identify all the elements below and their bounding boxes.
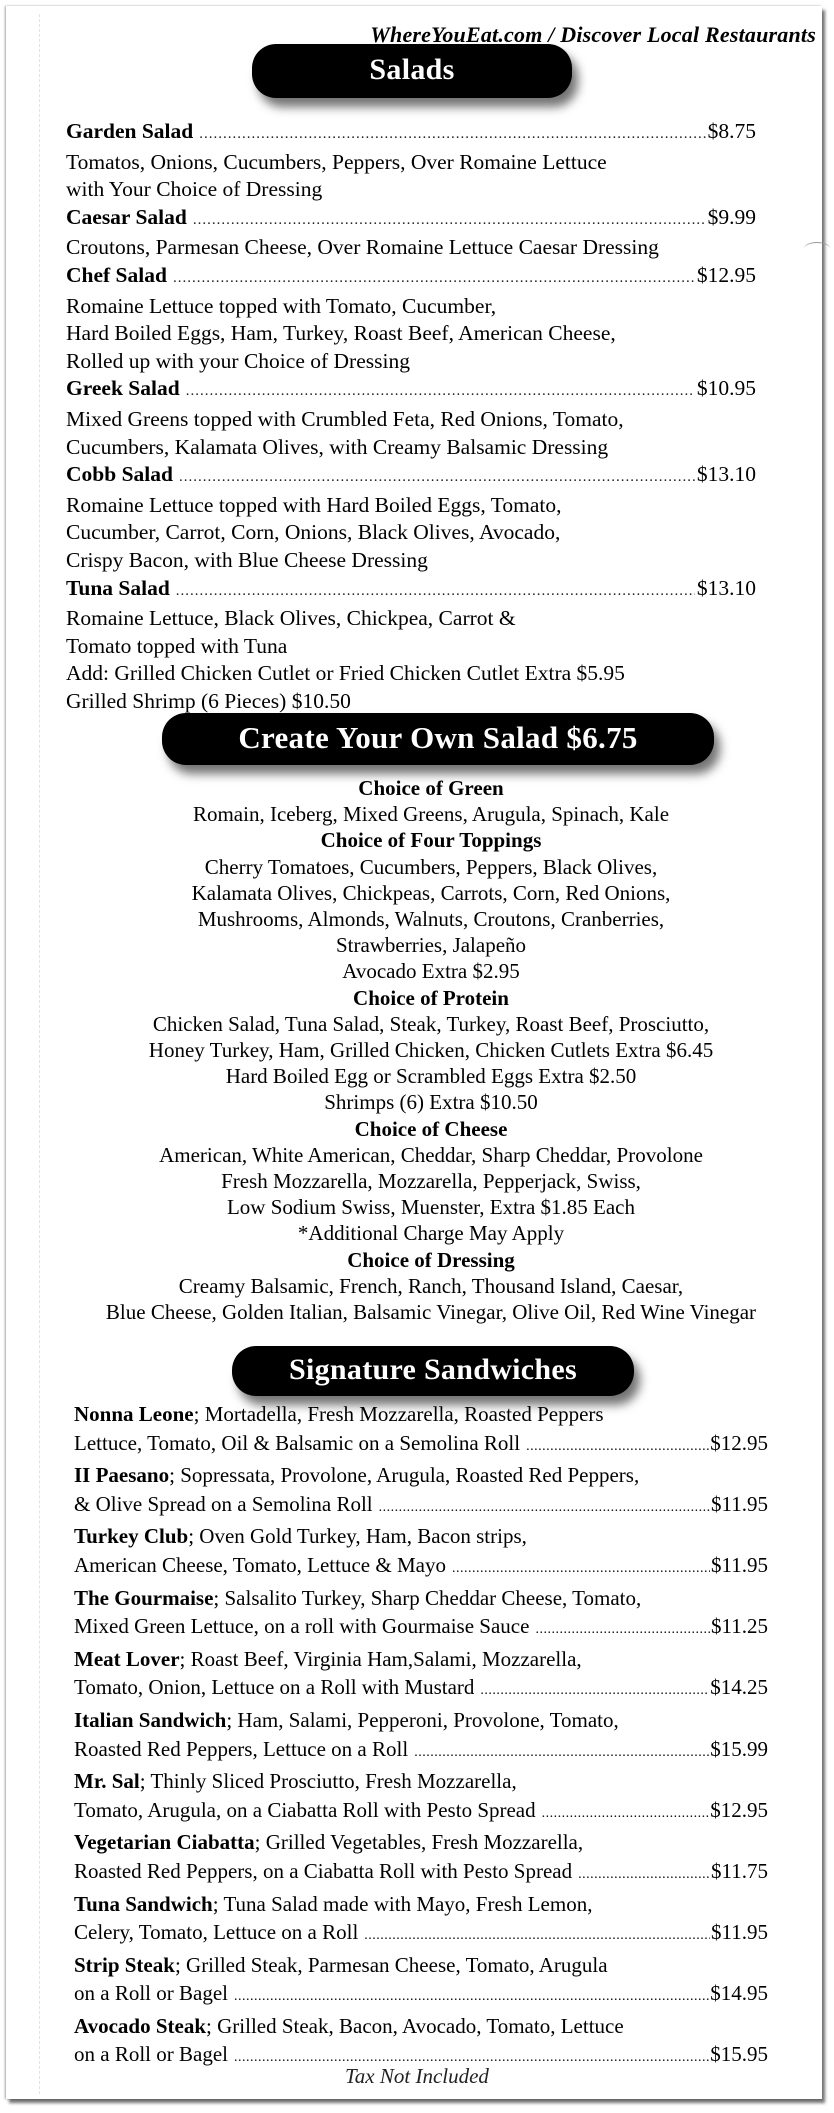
sandwiches-section: [74, 1400, 768, 2073]
item-name: Chef Salad: [66, 262, 167, 287]
dot-leader: [379, 1490, 710, 1523]
dot-leader: [173, 262, 695, 293]
tax-note: Tax Not Included: [345, 2064, 489, 2088]
item-name: The Gourmaise: [74, 1585, 214, 1610]
menu-item: [74, 1400, 768, 1461]
menu-item: [66, 575, 756, 661]
group-line: Strawberries, Jalapeño: [335, 933, 527, 958]
item-description: on a Roll or Bagel: [74, 2042, 228, 2067]
page-crease: [804, 242, 830, 255]
item-description: ; Grilled Steak, Bacon, Avocado, Tomato, Lettuce: [206, 2013, 624, 2038]
item-description: ; Grilled Steak, Parmesan Cheese, Tomato, Arugula: [174, 1952, 608, 1977]
item-description: with Your Choice of Dressing: [66, 177, 323, 202]
group-line: Blue Cheese, Golden Italian, Balsamic Vinegar, Olive Oil, Red Wine Vinegar: [105, 1300, 757, 1325]
group-heading: Choice of Cheese: [354, 1116, 508, 1141]
dot-leader: [364, 1918, 710, 1951]
group-line: Hard Boiled Egg or Scrambled Eggs Extra $2.50: [225, 1064, 637, 1089]
group-heading: Choice of Green: [358, 776, 504, 800]
section-header-create-your-own: Create Your Own Salad $6.75: [162, 713, 714, 765]
group-line: Kalamata Olives, Chickpeas, Carrots, Corn, Red Onions,: [191, 880, 671, 905]
item-price: $11.95: [711, 1920, 768, 1945]
dot-leader: [179, 461, 695, 492]
item-description: Crispy Bacon, with Blue Cheese Dressing: [66, 547, 428, 572]
group-line: Fresh Mozzarella, Mozzarella, Pepperjack, Swiss,: [221, 1169, 641, 1194]
item-name: Caesar Salad: [66, 204, 187, 229]
group-line: Creamy Balsamic, French, Ranch, Thousand Island, Caesar,: [178, 1273, 684, 1298]
item-name: Nonna Leone: [74, 1402, 194, 1426]
site-watermark: WhereYouEat.com / Discover Local Restaurants: [370, 22, 816, 47]
menu-item: [74, 1522, 768, 1583]
item-description: ; Roast Beef, Virginia Ham,Salami, Mozzarella,: [179, 1646, 582, 1671]
dot-leader: [542, 1796, 710, 1829]
dot-leader: [186, 375, 695, 406]
item-description: American Cheese, Tomato, Lettuce & Mayo: [74, 1552, 446, 1577]
item-description: Croutons, Parmesan Cheese, Over Romaine Lettuce Caesar Dressing: [66, 235, 659, 260]
dot-leader: [578, 1857, 710, 1890]
item-price: $12.95: [696, 262, 756, 287]
dot-leader: [234, 1979, 709, 2012]
item-price: $14.25: [710, 1675, 768, 1700]
item-price: $8.75: [707, 119, 756, 143]
item-price: $9.99: [707, 204, 756, 229]
menu-item: [66, 262, 756, 375]
item-description: Tomato, Onion, Lettuce on a Roll with Mustard: [74, 1675, 475, 1700]
item-price: $11.95: [711, 1491, 768, 1516]
group-line: Chicken Salad, Tuna Salad, Steak, Turkey, Roast Beef, Prosciutto,: [152, 1011, 710, 1036]
item-price: $10.95: [696, 376, 756, 401]
menu-item: [74, 1645, 768, 1706]
dot-leader: [480, 1673, 709, 1706]
section-header-signature-sandwiches: Signature Sandwiches: [232, 1346, 634, 1396]
item-description: & Olive Spread on a Semolina Roll: [74, 1491, 373, 1516]
item-description: Tomato topped with Tuna: [66, 633, 288, 658]
item-price: $15.95: [710, 2042, 768, 2067]
menu-item: [74, 1890, 768, 1951]
item-description: ; Ham, Salami, Pepperoni, Provolone, Tomato,: [226, 1707, 619, 1732]
group-heading: Choice of Dressing: [347, 1247, 515, 1272]
group-heading: Choice of Four Toppings: [320, 828, 542, 853]
item-name: Vegetarian Ciabatta: [74, 1830, 255, 1855]
item-name: Strip Steak: [74, 1952, 175, 1977]
item-description: ; Salsalito Turkey, Sharp Cheddar Cheese, Tomato,: [213, 1585, 642, 1610]
dot-leader: [199, 118, 705, 149]
item-description: Celery, Tomato, Lettuce on a Roll: [74, 1920, 359, 1945]
item-description: Lettuce, Tomato, Oil & Balsamic on a Semolina Roll: [74, 1430, 521, 1455]
dot-leader: [414, 1735, 709, 1768]
menu-item: [74, 1951, 768, 2012]
menu-item: [74, 1584, 768, 1645]
group-line: American, White American, Cheddar, Sharp Cheddar, Provolone: [159, 1142, 703, 1167]
menu-item: [66, 375, 756, 461]
create-your-own-section: [66, 775, 796, 1325]
menu-item: [66, 204, 756, 262]
item-description: Roasted Red Peppers, Lettuce on a Roll: [74, 1736, 409, 1761]
item-description: ; Tuna Salad made with Mayo, Fresh Lemon,: [212, 1891, 593, 1916]
addon-note: Grilled Shrimp (6 Pieces) $10.50: [66, 688, 351, 713]
item-price: $12.95: [710, 1797, 768, 1822]
group-heading: Choice of Protein: [353, 985, 509, 1010]
item-name: Avocado Steak: [74, 2013, 207, 2038]
item-description: Cucumbers, Kalamata Olives, with Creamy Balsamic Dressing: [66, 434, 609, 459]
dot-leader: [176, 575, 695, 606]
item-description: Cucumber, Carrot, Corn, Onions, Black Olives, Avocado,: [66, 520, 561, 545]
item-name: Garden Salad: [66, 119, 194, 143]
item-description: Mixed Greens topped with Crumbled Feta, Red Onions, Tomato,: [66, 406, 624, 431]
addon-note: Add: Grilled Chicken Cutlet or Fried Chicken Cutlet Extra $5.95: [66, 661, 625, 686]
group-line: Low Sodium Swiss, Muenster, Extra $1.85 Each: [226, 1195, 636, 1220]
dot-leader: [452, 1551, 710, 1584]
group-line: Shrimps (6) Extra $10.50: [324, 1090, 538, 1115]
item-description: Tomato, Arugula, on a Ciabatta Roll with Pesto Spread: [74, 1797, 536, 1822]
item-name: Meat Lover: [74, 1646, 180, 1671]
item-description: Romaine Lettuce topped with Hard Boiled Eggs, Tomato,: [66, 492, 562, 517]
section-header-salads: Salads: [252, 44, 572, 98]
menu-item: [74, 1461, 768, 1522]
menu-item: [74, 1767, 768, 1828]
dot-leader: [193, 204, 706, 235]
item-description: Hard Boiled Eggs, Ham, Turkey, Roast Beef, American Cheese,: [66, 321, 616, 346]
menu-item: [66, 118, 756, 204]
item-description: ; Oven Gold Turkey, Ham, Bacon strips,: [188, 1524, 527, 1549]
item-description: Mixed Green Lettuce, on a roll with Gourmaise Sauce: [74, 1614, 530, 1639]
item-price: $15.99: [710, 1736, 768, 1761]
item-description: ; Grilled Vegetables, Fresh Mozzarella,: [254, 1830, 584, 1855]
group-line: Mushrooms, Almonds, Walnuts, Croutons, Cranberries,: [197, 907, 665, 932]
item-price: $11.75: [711, 1858, 768, 1883]
item-description: Romaine Lettuce topped with Tomato, Cucumber,: [66, 293, 497, 318]
item-description: ; Thinly Sliced Prosciutto, Fresh Mozzarella,: [139, 1769, 517, 1794]
item-name: Tuna Sandwich: [74, 1891, 213, 1916]
item-name: Mr. Sal: [74, 1769, 140, 1794]
group-line: Cherry Tomatoes, Cucumbers, Peppers, Black Olives,: [204, 854, 658, 879]
group-line: Romain, Iceberg, Mixed Greens, Arugula, Spinach, Kale: [192, 802, 670, 827]
salads-section: [66, 118, 756, 715]
item-price: $12.95: [710, 1430, 768, 1455]
group-line: Avocado Extra $2.95: [342, 959, 520, 984]
item-price: $14.95: [710, 1981, 768, 2006]
item-name: Italian Sandwich: [74, 1707, 227, 1732]
item-description: Tomatos, Onions, Cucumbers, Peppers, Over Romaine Lettuce: [66, 149, 607, 174]
item-price: $11.25: [711, 1614, 768, 1639]
menu-item: [74, 1706, 768, 1767]
item-name: II Paesano: [74, 1463, 170, 1488]
item-name: Greek Salad: [66, 376, 180, 401]
fold-line: [39, 14, 40, 2094]
item-price: $13.10: [696, 575, 756, 600]
item-price: $13.10: [696, 462, 756, 487]
menu-item: [74, 1828, 768, 1889]
item-description: ; Mortadella, Fresh Mozzarella, Roasted Peppers: [193, 1402, 604, 1426]
group-line: *Additional Charge May Apply: [297, 1221, 565, 1246]
item-price: $11.95: [711, 1552, 768, 1577]
item-name: Cobb Salad: [66, 462, 173, 487]
menu-item: [66, 461, 756, 574]
dot-leader: [526, 1429, 709, 1462]
item-name: Tuna Salad: [66, 575, 170, 600]
item-name: Turkey Club: [74, 1524, 189, 1549]
item-description: Romaine Lettuce, Black Olives, Chickpea, Carrot &: [66, 606, 516, 631]
item-description: ; Sopressata, Provolone, Arugula, Roasted Red Peppers,: [169, 1463, 640, 1488]
item-description: on a Roll or Bagel: [74, 1981, 228, 2006]
item-description: Rolled up with your Choice of Dressing: [66, 348, 410, 373]
group-line: Honey Turkey, Ham, Grilled Chicken, Chicken Cutlets Extra $6.45: [148, 1038, 714, 1063]
dot-leader: [535, 1612, 710, 1645]
item-description: Roasted Red Peppers, on a Ciabatta Roll with Pesto Spread: [74, 1858, 573, 1883]
